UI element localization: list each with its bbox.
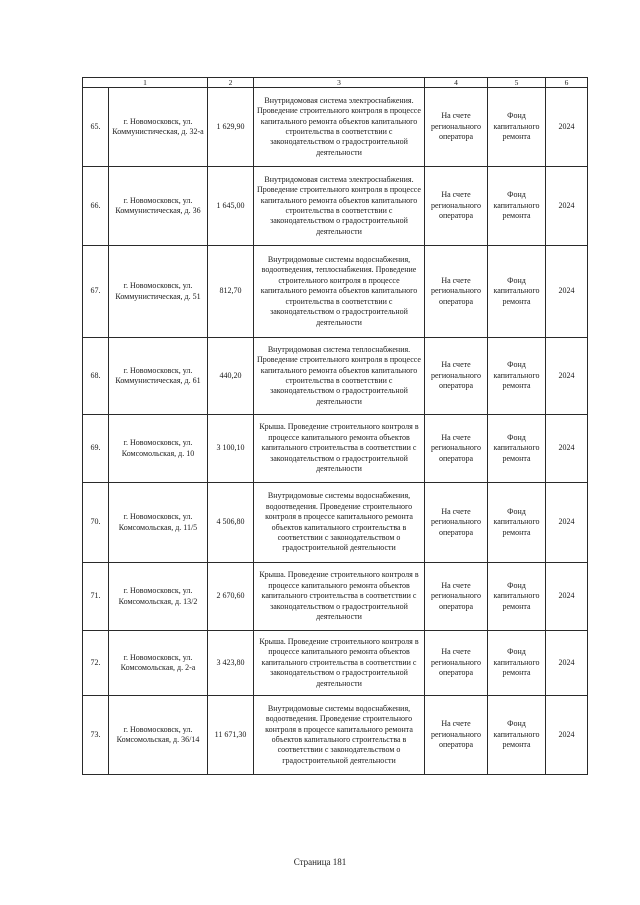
row-number: 68. [83, 338, 109, 415]
column-number-4: 4 [425, 78, 488, 88]
account-cell: На счете регионального оператора [425, 483, 488, 563]
amount-cell: 812,70 [208, 246, 254, 338]
works-description: Внутридомовая система электроснабжения. Проведение строительного контроля в процессе капитального ремонта объектов капитального строительства в соответствии с законодательством о градостроительной деятельности [254, 167, 425, 246]
row-number: 71. [83, 563, 109, 631]
amount-cell: 1 629,90 [208, 88, 254, 167]
year-cell: 2024 [546, 483, 588, 563]
year-cell: 2024 [546, 696, 588, 775]
account-cell: На счете регионального оператора [425, 88, 488, 167]
column-number-row [83, 78, 588, 88]
address-cell: г. Новомосковск, ул. Комсомольская, д. 10 [109, 415, 208, 483]
account-cell: На счете регионального оператора [425, 246, 488, 338]
amount-cell: 11 671,30 [208, 696, 254, 775]
year-cell: 2024 [546, 88, 588, 167]
works-table [82, 77, 588, 775]
address-cell: г. Новомосковск, ул. Коммунистическая, д. 36 [109, 167, 208, 246]
fund-cell: Фонд капитального ремонта [488, 88, 546, 167]
amount-cell: 3 100,10 [208, 415, 254, 483]
works-description: Крыша. Проведение строительного контроля в процессе капитального ремонта объектов капитального строительства в соответствии с законодательством о градостроительной деятельности [254, 631, 425, 696]
account-cell: На счете регионального оператора [425, 631, 488, 696]
row-number: 73. [83, 696, 109, 775]
page-number: Страница 181 [293, 857, 347, 867]
row-number: 70. [83, 483, 109, 563]
table-body [83, 78, 588, 775]
fund-cell: Фонд капитального ремонта [488, 563, 546, 631]
table-row [83, 338, 588, 415]
works-description: Крыша. Проведение строительного контроля в процессе капитального ремонта объектов капитального строительства в соответствии с законодательством о градостроительной деятельности [254, 415, 425, 483]
works-description: Крыша. Проведение строительного контроля в процессе капитального ремонта объектов капитального строительства в соответствии с законодательством о градостроительной деятельности [254, 563, 425, 631]
table-row [83, 167, 588, 246]
fund-cell: Фонд капитального ремонта [488, 246, 546, 338]
amount-cell: 1 645,00 [208, 167, 254, 246]
column-number-3: 3 [254, 78, 425, 88]
address-cell: г. Новомосковск, ул. Коммунистическая, д. 51 [109, 246, 208, 338]
column-number-1: 1 [83, 78, 208, 88]
row-number: 66. [83, 167, 109, 246]
year-cell: 2024 [546, 563, 588, 631]
row-number: 65. [83, 88, 109, 167]
works-description: Внутридомовые системы водоснабжения, водоотведения, теплоснабжения. Проведение строительного контроля в процессе капитального ремонта объектов капитального строительства в соответствии с законодательством о градостроительной деятельности [254, 246, 425, 338]
row-number: 67. [83, 246, 109, 338]
address-cell: г. Новомосковск, ул. Комсомольская, д. 2-а [109, 631, 208, 696]
account-cell: На счете регионального оператора [425, 167, 488, 246]
account-cell: На счете регионального оператора [425, 696, 488, 775]
table-row [83, 483, 588, 563]
address-cell: г. Новомосковск, ул. Коммунистическая, д. 61 [109, 338, 208, 415]
address-cell: г. Новомосковск, ул. Комсомольская, д. 11/5 [109, 483, 208, 563]
fund-cell: Фонд капитального ремонта [488, 338, 546, 415]
address-cell: г. Новомосковск, ул. Коммунистическая, д. 32-а [109, 88, 208, 167]
table-row [83, 631, 588, 696]
amount-cell: 3 423,80 [208, 631, 254, 696]
works-description: Внутридомовые системы водоснабжения, водоотведения. Проведение строительного контроля в процессе капитального ремонта объектов капитального строительства в соответствии с законодательством о градостроительной деятельности [254, 696, 425, 775]
row-number: 72. [83, 631, 109, 696]
works-description: Внутридомовая система электроснабжения. Проведение строительного контроля в процессе капитального ремонта объектов капитального строительства в соответствии с законодательством о градостроительной деятельности [254, 88, 425, 167]
fund-cell: Фонд капитального ремонта [488, 415, 546, 483]
column-number-2: 2 [208, 78, 254, 88]
account-cell: На счете регионального оператора [425, 415, 488, 483]
address-cell: г. Новомосковск, ул. Комсомольская, д. 13/2 [109, 563, 208, 631]
table-row [83, 246, 588, 338]
table-row [83, 415, 588, 483]
amount-cell: 2 670,60 [208, 563, 254, 631]
works-description: Внутридомовая система теплоснабжения. Проведение строительного контроля в процессе капитального ремонта объектов капитального строительства в соответствии с законодательством о градостроительной деятельности [254, 338, 425, 415]
year-cell: 2024 [546, 246, 588, 338]
fund-cell: Фонд капитального ремонта [488, 696, 546, 775]
table-row [83, 88, 588, 167]
column-number-5: 5 [488, 78, 546, 88]
table-row [83, 696, 588, 775]
row-number: 69. [83, 415, 109, 483]
amount-cell: 440,20 [208, 338, 254, 415]
account-cell: На счете регионального оператора [425, 563, 488, 631]
column-number-6: 6 [546, 78, 588, 88]
year-cell: 2024 [546, 415, 588, 483]
amount-cell: 4 506,80 [208, 483, 254, 563]
table-row [83, 563, 588, 631]
address-cell: г. Новомосковск, ул. Комсомольская, д. 36/14 [109, 696, 208, 775]
fund-cell: Фонд капитального ремонта [488, 483, 546, 563]
fund-cell: Фонд капитального ремонта [488, 631, 546, 696]
year-cell: 2024 [546, 167, 588, 246]
works-description: Внутридомовые системы водоснабжения, водоотведения. Проведение строительного контроля в процессе капитального ремонта объектов капитального строительства в соответствии с законодательством о градостроительной деятельности [254, 483, 425, 563]
year-cell: 2024 [546, 631, 588, 696]
fund-cell: Фонд капитального ремонта [488, 167, 546, 246]
year-cell: 2024 [546, 338, 588, 415]
account-cell: На счете регионального оператора [425, 338, 488, 415]
